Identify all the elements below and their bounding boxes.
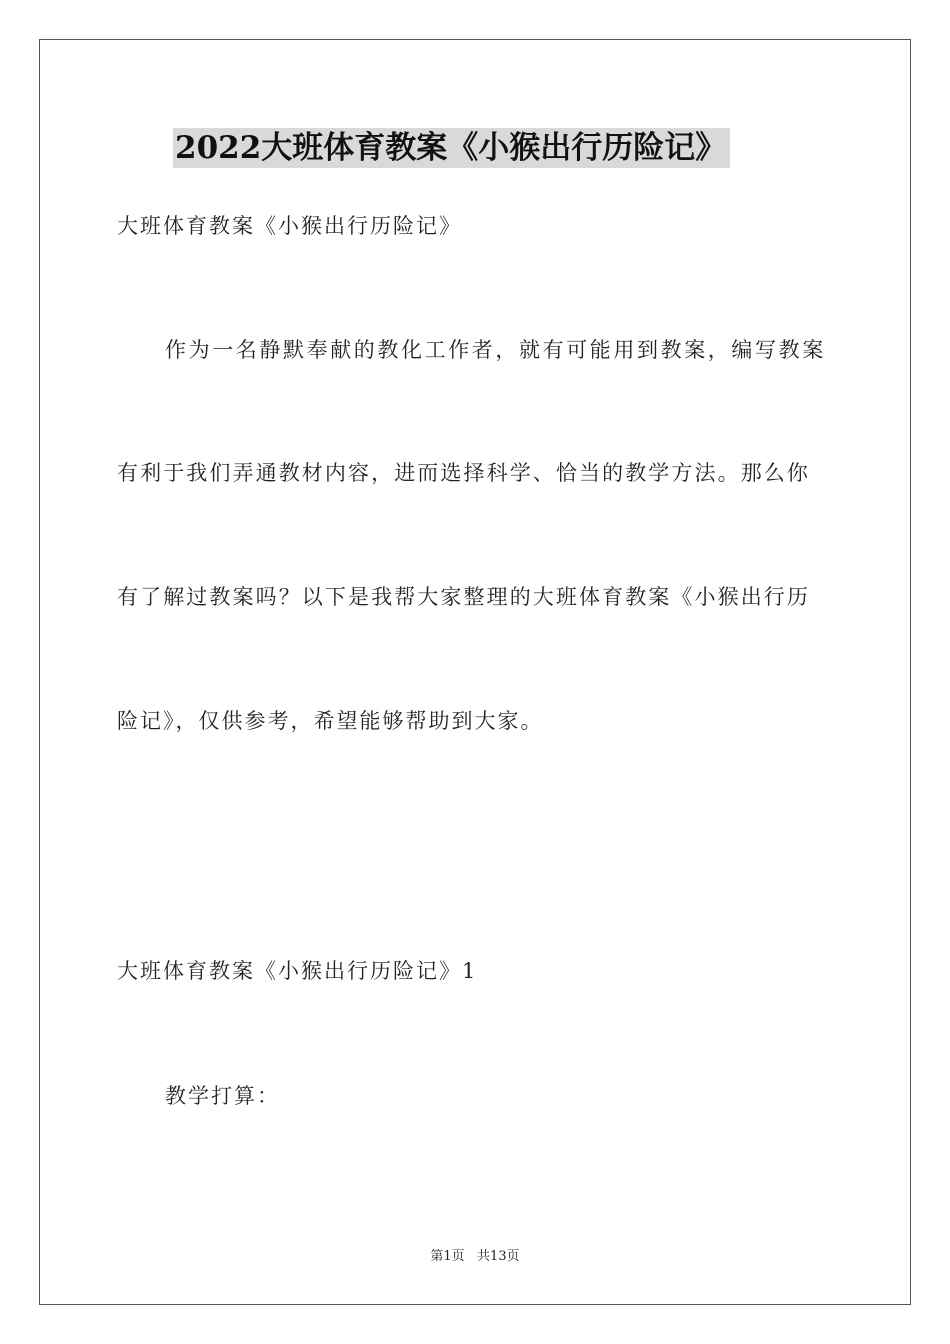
document-title: 2022大班体育教案《小猴出行历险记》 [173,128,730,168]
section-label: 教学打算： [165,1084,280,1108]
paragraph-line-3: 有了解过教案吗？以下是我帮大家整理的大班体育教案《小猴出行历 [117,585,810,609]
section-heading: 大班体育教案《小猴出行历险记》1 [117,959,478,983]
page-footer: 第1页 共13页 [430,1249,520,1264]
paragraph-line-4: 险记》，仅供参考，希望能够帮助到大家。 [117,709,544,733]
paragraph-line-2: 有利于我们弄通教材内容，进而选择科学、恰当的教学方法。那么你 [117,461,810,485]
paragraph-line-1: 作为一名静默奉献的教化工作者，就有可能用到教案，编写教案 [165,338,826,362]
document-subtitle: 大班体育教案《小猴出行历险记》 [117,214,462,238]
